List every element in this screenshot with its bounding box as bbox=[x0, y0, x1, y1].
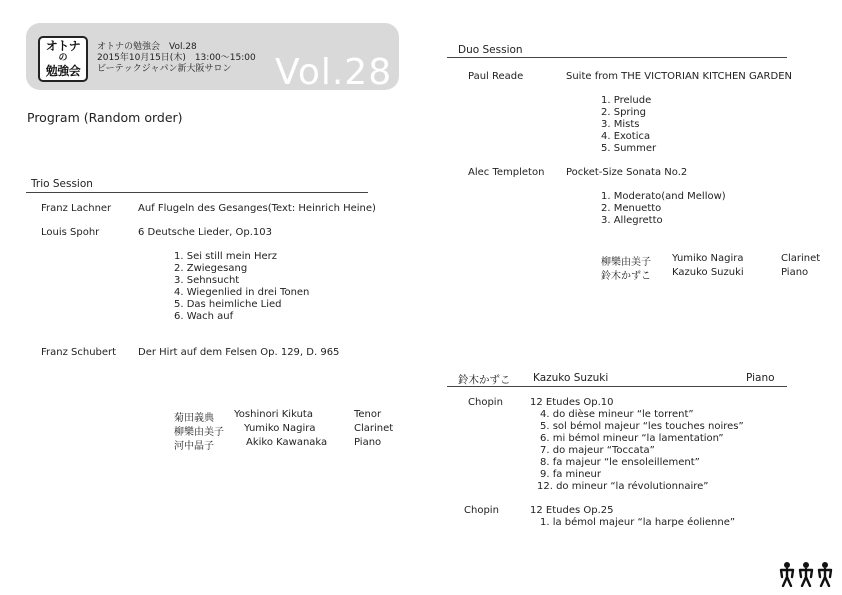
duo-work-1: Suite from THE VICTORIAN KITCHEN GARDEN bbox=[566, 71, 792, 82]
logo bbox=[38, 36, 88, 82]
list-item: 8. fa majeur “le ensoleillement” bbox=[540, 457, 700, 468]
list-item: 1. la bémol majeur “la harpe éolienne” bbox=[540, 517, 736, 528]
list-item: 5. Summer bbox=[601, 143, 657, 154]
performer-en-name: Yoshinori Kikuta bbox=[234, 409, 313, 420]
list-item: 3. Mists bbox=[601, 119, 640, 130]
performer-role: Clarinet bbox=[354, 423, 394, 434]
event-name: オトナの勉強会 Vol.28 bbox=[97, 42, 197, 52]
list-item: 4. do dièse mineur “le torrent” bbox=[540, 409, 694, 420]
duo-composer-2: Alec Templeton bbox=[468, 167, 545, 178]
solo-composer-1: Chopin bbox=[468, 397, 503, 408]
duo-composer-1: Paul Reade bbox=[468, 71, 524, 82]
list-item: 6. Wach auf bbox=[174, 311, 234, 322]
list-item: 7. do majeur “Toccata” bbox=[540, 445, 655, 456]
program-title: Program (Random order) bbox=[27, 110, 183, 125]
solo-section-heading-jp: 鈴木かずこ bbox=[458, 374, 511, 386]
list-item: 4. Wiegenlied in drei Tonen bbox=[174, 287, 310, 298]
performer-en-name: Akiko Kawanaka bbox=[246, 437, 328, 448]
trio-work-2: 6 Deutsche Lieder, Op.103 bbox=[138, 227, 272, 238]
performer-en-name: Yumiko Nagira bbox=[244, 423, 316, 434]
solo-work-2-etudes bbox=[540, 517, 735, 529]
duo-work-1-movements bbox=[601, 95, 656, 155]
trio-work-1: Auf Flugeln des Gesanges(Text: Heinrich Heine) bbox=[138, 203, 376, 214]
list-item: 4. Exotica bbox=[601, 131, 651, 142]
people-icon bbox=[779, 561, 833, 587]
list-item: 2. Spring bbox=[601, 107, 646, 118]
volume-number: Vol.28 bbox=[275, 52, 393, 93]
solo-section-rule bbox=[447, 386, 787, 387]
performer-role: Piano bbox=[781, 267, 809, 278]
duo-work-2: Pocket-Size Sonata No.2 bbox=[566, 167, 688, 178]
solo-work-1: 12 Etudes Op.10 bbox=[530, 397, 614, 408]
list-item: 2. Menuetto bbox=[601, 203, 662, 214]
list-item: 1. Moderato(and Mellow) bbox=[601, 191, 726, 202]
logo-line-3: 勉強会 bbox=[45, 64, 81, 78]
list-item: 9. fa mineur bbox=[540, 469, 602, 480]
performer-role: Tenor bbox=[354, 409, 382, 420]
performer-en-name: Yumiko Nagira bbox=[672, 253, 744, 264]
performer-en-name: Kazuko Suzuki bbox=[672, 267, 744, 278]
solo-work-1-etudes bbox=[537, 409, 744, 493]
list-item: 12. do mineur “la révolutionnaire” bbox=[537, 481, 709, 492]
list-item: 1. Prelude bbox=[601, 95, 652, 106]
trio-work-2-movements bbox=[174, 251, 309, 323]
event-datetime: 2015年10月15日(木) 13:00～15:00 bbox=[97, 53, 256, 63]
list-item: 3. Allegretto bbox=[601, 215, 663, 226]
performer-jp-name: 河中晶子 bbox=[174, 441, 214, 452]
logo-line-1: オトナ bbox=[45, 39, 81, 53]
performer-jp-name: 菊田義典 bbox=[174, 413, 214, 424]
trio-section-rule bbox=[26, 192, 368, 193]
duo-work-2-movements bbox=[601, 191, 726, 227]
event-venue: ビーテックジャパン新大阪サロン bbox=[97, 64, 232, 74]
solo-section-heading-en: Kazuko Suzuki bbox=[533, 372, 609, 384]
trio-composer-1: Franz Lachner bbox=[41, 203, 112, 214]
logo-line-2: の bbox=[58, 53, 68, 63]
performer-role: Piano bbox=[354, 437, 382, 448]
performer-jp-name: 柳樂由美子 bbox=[174, 427, 224, 438]
trio-section-heading: Trio Session bbox=[31, 178, 93, 190]
solo-section-heading-role: Piano bbox=[746, 372, 775, 384]
trio-composer-3: Franz Schubert bbox=[41, 347, 117, 358]
list-item: 6. mi bémol mineur “la lamentation” bbox=[540, 433, 724, 444]
list-item: 3. Sehnsucht bbox=[174, 275, 240, 286]
trio-work-3: Der Hirt auf dem Felsen Op. 129, D. 965 bbox=[138, 347, 340, 358]
list-item: 2. Zwiegesang bbox=[174, 263, 248, 274]
performer-jp-name: 柳樂由美子 bbox=[601, 257, 651, 268]
duo-section-heading: Duo Session bbox=[458, 44, 523, 56]
solo-work-2: 12 Etudes Op.25 bbox=[530, 505, 614, 516]
performer-role: Clarinet bbox=[781, 253, 821, 264]
trio-composer-2: Louis Spohr bbox=[41, 227, 100, 238]
list-item: 1. Sei still mein Herz bbox=[174, 251, 278, 262]
duo-section-rule bbox=[447, 57, 787, 58]
list-item: 5. sol bémol majeur “les touches noires” bbox=[540, 421, 744, 432]
solo-composer-2: Chopin bbox=[464, 505, 499, 516]
performer-jp-name: 鈴木かずこ bbox=[601, 271, 651, 282]
list-item: 5. Das heimliche Lied bbox=[174, 299, 282, 310]
